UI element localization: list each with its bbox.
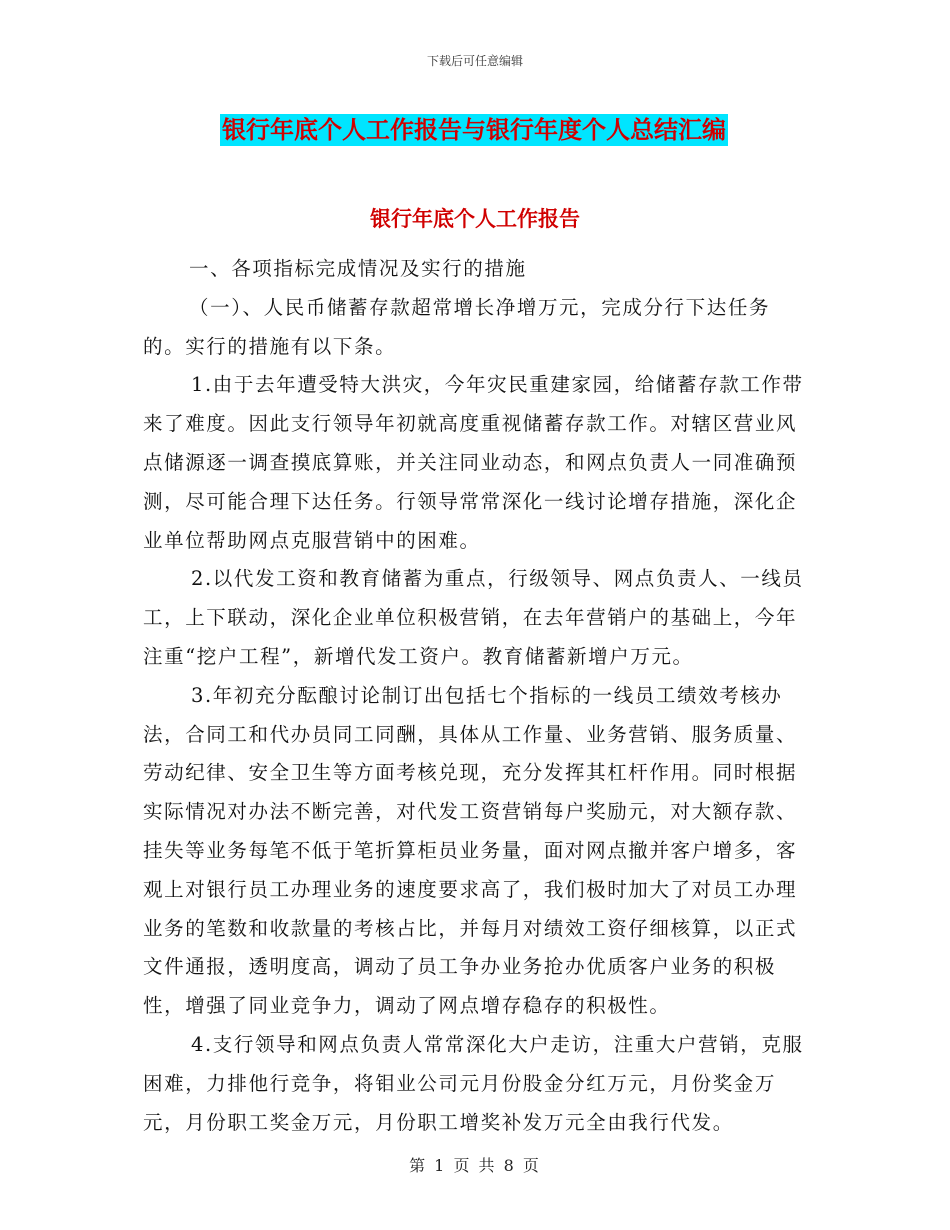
document-body <box>143 250 809 1142</box>
document-title: 银行年底个人工作报告与银行年度个人总结汇编 <box>222 115 726 144</box>
paragraph: 1.由于去年遭受特大洪灾，今年灾民重建家园，给储蓄存款工作带来了难度。因此支行领导年初就高度重视储蓄存款工作。对辖区营业风点储源逐一调查摸底算账，并关注同业动态，和网点负责人一同准确预测，尽可能合理下达任务。行领导常常深化一线讨论增存措施，深化企业单位帮助网点克服营销中的困难。 <box>143 373 804 552</box>
page-number: 第 1 页 共 8 页 <box>409 1156 541 1175</box>
header-note: 下载后可任意编辑 <box>426 54 523 68</box>
section-title: 银行年底个人工作报告 <box>370 206 580 231</box>
paragraph-heading: 一、各项指标完成情况及实行的措施 <box>189 257 527 280</box>
paragraph: 3.年初充分酝酿讨论制订出包括七个指标的一线员工绩效考核办法，合同工和代办员同工同酬，具体从工作量、业务营销、服务质量、劳动纪律、安全卫生等方面考核兑现，充分发挥其杠杆作用。同时根据实际情况对办法不断完善，对代发工资营销每户奖励元，对大额存款、挂失等业务每笔不低于笔折算柜员业务量，面对网点撤并客户增多，客观上对银行员工办理业务的速度要求高了，我们极时加大了对员工办理业务的笔数和收款量的考核占比，并每月对绩效工资仔细核算，以正式文件通报，透明度高，调动了员工争办业务抢办优质客户业务的积极性，增强了同业竞争力，调动了网点增存稳存的积极性。 <box>143 683 798 1018</box>
paragraph: 4.支行领导和网点负责人常常深化大户走访，注重大户营销，克服困难，力排他行竞争，将钼业公司元月份股金分红万元，月份奖金万元，月份职工奖金万元，月份职工增奖补发万元全由我行代发。 <box>143 1032 804 1134</box>
paragraph: （一）、人民币储蓄存款超常增长净增万元，完成分行下达任务的。实行的措施有以下条。 <box>143 295 771 358</box>
paragraph: 2.以代发工资和教育储蓄为重点，行级领导、网点负责人、一线员工，上下联动，深化企业单位积极营销，在去年营销户的基础上，今年注重“挖户工程”，新增代发工资户。教育储蓄新增户万元。 <box>143 567 804 668</box>
